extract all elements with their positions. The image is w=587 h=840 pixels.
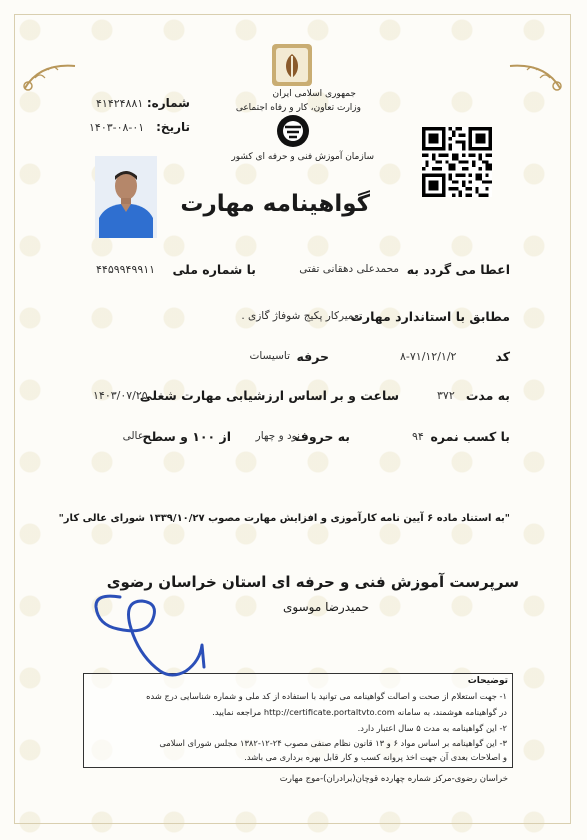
trade-label: حرفه — [296, 349, 329, 364]
qr-code — [422, 127, 492, 197]
duration-value: ۳۷۲ — [437, 389, 455, 402]
issuer-org: سازمان آموزش فنی و حرفه ای کشور — [231, 152, 374, 162]
trade-value: تاسیسات — [249, 350, 290, 362]
national-id-value: ۴۴۵۹۹۴۹۹۱۱ — [96, 263, 156, 276]
handwritten-signature — [90, 585, 220, 680]
date-value: ۱۴۰۳-۰۸-۰۱ — [89, 121, 145, 134]
note-line-3: ۲- این گواهینامه به مدت ۵ سال اعتبار دارد. — [357, 723, 507, 733]
date-label: تاریخ: — [156, 120, 190, 134]
code-value: ۸-۷۱/۱۲/۱/۲ — [400, 350, 457, 363]
score-label: با کسب نمره — [430, 429, 510, 444]
tvto-logo-icon — [270, 113, 316, 149]
duration-date: ۱۴۰۳/۰۷/۲۵ — [93, 389, 148, 402]
corner-ornament-right — [505, 58, 565, 98]
legal-reference: "به استناد ماده ۶ آیین نامه کارآموزی و افزایش مهارت مصوب ۱۳۳۹/۱۰/۲۷ شورای عالی کار" — [58, 513, 510, 524]
out-of-label: از ۱۰۰ و سطح — [142, 429, 231, 444]
signatory-name: حمیدرضا موسوی — [282, 600, 369, 614]
footer-center: خراسان رضوی-مرکز شماره چهارده قوچان(برادران)-موج مهارت — [279, 774, 508, 784]
issuer-line1: جمهوری اسلامی ایران — [272, 89, 356, 99]
note-line-5: و اصلاحات بعدی آن جهت اخذ پروانه کسب و کار قابل بهره برداری می باشد. — [244, 752, 507, 762]
number-label: شماره: — [146, 96, 190, 110]
awarded-value: محمدعلی دهقانی تفتی — [299, 263, 399, 275]
score-value: ۹۴ — [412, 430, 424, 443]
awarded-label: اعطا می گردد به — [406, 262, 510, 277]
national-id-label: با شماره ملی — [172, 262, 256, 277]
number-value: ۴۱۴۲۴۸۸۱ — [96, 97, 144, 110]
standard-label: مطابق با استاندارد مهارت — [350, 309, 510, 324]
in-words-label: به حروف — [294, 429, 350, 444]
duration-suffix: ساعت و بر اساس ارزشیابی مهارت شغلی — [139, 388, 399, 403]
signatory-title: سرپرست آموزش فنی و حرفه ای استان خراسان رضوی — [106, 573, 519, 591]
iran-emblem-icon — [270, 42, 314, 88]
note-line-1: ۱- جهت استعلام از صحت و اصالت گواهینامه می توانید با استفاده از کد ملی و شماره شناسایی درج شده — [146, 691, 507, 701]
standard-value: تعمیرکار پکیج شوفاژ گازی . — [241, 310, 362, 322]
in-words-value: نود و چهار — [255, 430, 300, 442]
corner-ornament-left — [20, 58, 80, 98]
issuer-line2: وزارت تعاون، کار و رفاه اجتماعی — [235, 103, 361, 113]
duration-label: به مدت — [465, 388, 510, 403]
level-value: عالی — [122, 430, 144, 442]
notes-box — [83, 673, 513, 768]
note-line-4: ۳- این گواهینامه بر اساس مواد ۶ و ۱۳ قانون نظام صنفی مصوب ۲۴-۱۲-۱۳۸۲ مجلس شورای اسلامی — [159, 738, 507, 748]
code-label: کد — [495, 349, 510, 364]
notes-title: توضیحات — [467, 676, 508, 686]
certificate-title: گواهینامه مهارت — [180, 191, 370, 217]
note-line-2: در گواهینامه هوشمند، به سامانه http://certificate.portaltvto.com مراجعه نمایید. — [212, 707, 507, 717]
holder-photo — [95, 156, 157, 238]
